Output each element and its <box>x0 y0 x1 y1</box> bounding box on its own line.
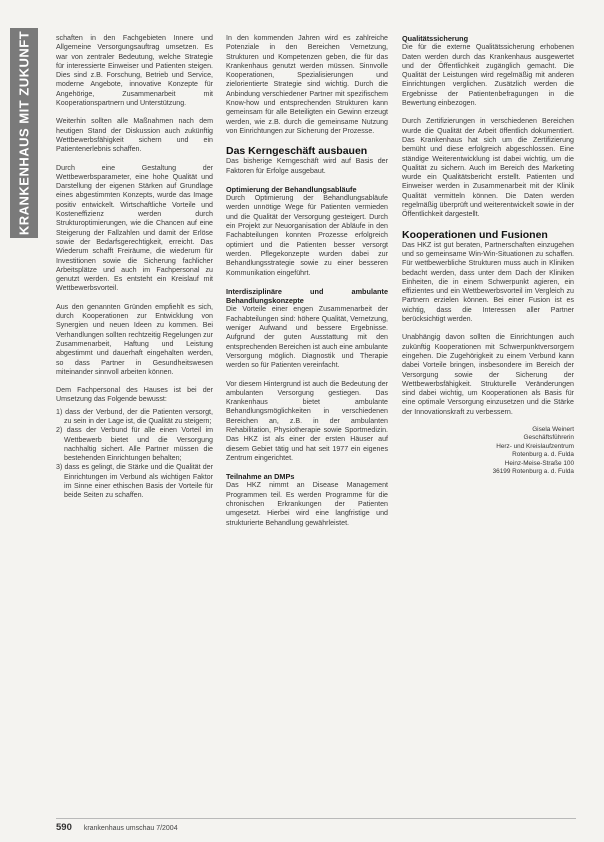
paragraph: Durch Zertifizierungen in verschiedenen Bereichen wurde die Qualität der Arbeit öffentlich dokumentiert. Das Krankenhaus hat sich um die Zertifizierung bemüht und diese erfolgreich abgeschlossen. Eine ständige Weiterentwicklung ist dabei wichtig, um die Qualität zu sichern. Auch im Bereich des Marketing wurde ein Qualitätsbericht erstellt. Patienten und Einweiser werden in Zusammenarbeit mit der Klinik Qualität vermitteln können. Die Daten werden regelmäßig überprüft und weiterentwickelt sowie in der Öffentlichkeit dargestellt. <box>402 117 574 219</box>
paragraph: Das bisherige Kerngeschäft wird auf Basis der Faktoren für Erfolge ausgebaut. <box>226 157 388 175</box>
section-heading: Kooperationen und Fusionen <box>402 228 548 241</box>
paragraph: Die für die externe Qualitätssicherung erhobenen Daten werden durch das Krankenhaus ausgewertet und der Öffentlichkeit zugänglich gemacht. Die Qualität der Leistungen wird regelmäßig mit anderen Einrichtungen verglichen. Zusätzlich werden die Ergebnisse der Patientenbefragungen in die Bewertung einbezogen. <box>402 43 574 108</box>
paragraph: In den kommenden Jahren wird es zahlreiche Potenziale in den Bereichen Vernetzung, Strukturen und Kompetenzen geben, die für das Krankenhaus genutzt werden müssen. Sinnvolle Kooperationen, Spezialisierungen und zielorientierte Strategie sind wichtig. Durch die Anbindung verschiedener Partner mit spezifischem Know-how und entsprechenden Strukturen kann gemeinsam für alle Beteiligten ein Gewinn erzeugt werden, wie z.B. durch die gemeinsame Nutzung von Einrichtungen zur Sicherung der Prozesse. <box>226 34 388 135</box>
page-number: 590 <box>56 822 72 833</box>
column-3 <box>402 34 574 476</box>
paragraph: Durch Optimierung der Behandlungsabläufe werden unnötige Wege für Patienten vermieden und die Qualität der Versorgung gesteigert. Durch ein Projekt zur Neuorganisation der Abläufe in den Fachabteilungen konnten Prozesse erfolgreich optimiert und die Patienten besser versorgt werden. Pflegekonzepte wurden dabei zur Behandlungsstrategie sowie zu einer besseren Kommunikation eingeführt. <box>226 194 388 277</box>
section-banner <box>10 28 38 238</box>
paragraph: Weiterhin sollten alle Maßnahmen nach dem heutigen Stand der Diskussion auch zukünftig Wettbewerbsfähigkeit sichern und ein Patientenerlebnis schaffen. <box>56 117 213 154</box>
paragraph: Das HKZ nimmt an Disease Management Programmen teil. Es werden Programme für die chronischen Erkrankungen der Patienten umgesetzt. Hierbei wird eine langfristige und strukturierte Behandlung gewährleistet. <box>226 481 388 527</box>
subheading: Optimierung der Behandlungsabläufe <box>226 184 357 194</box>
list-item: 3) dass es gelingt, die Stärke und die Qualität der Einrichtungen im Verbund als wichtigen Faktor im Sinne einer ethischen Basis der Vorteile für beide Seiten zu schaffen. <box>56 463 213 500</box>
section-heading: Das Kerngeschäft ausbauen <box>226 145 368 158</box>
paragraph: Das HKZ ist gut beraten, Partnerschaften einzugehen und so gemeinsame Win-Win-Situationen zu schaffen. Für wettbewerbliche Strukturen muss auch in Kliniken bedacht werden, dass unter dem Dach der Kliniken Einheiten, die in einem Schwerpunkt agieren, ein effizientes und ein Wettbewerbsvorteil im Vergleich zu Partnern erzielen können. Bei einer Fusion ist es wichtig, dass die Interessen aller Partner berücksichtigt werden. <box>402 240 574 324</box>
paragraph: Unabhängig davon sollten die Einrichtungen auch zukünftig Kooperationen mit Schwerpunktversorgern eingehen. Die Zugehörigkeit zu einem Verbund kann dabei Vorteile bringen, insbesondere im Bereich der Versorgung sowie der Sicherung der Wettbewerbsfähigkeit. Strukturelle Veränderungen sind dabei wichtig, um Kooperationen als Basis für eine optimale Versorgung einzusetzen und die Stärke der Innovationskraft zu verbessern. <box>402 333 574 416</box>
subheading: Qualitätssicherung <box>402 34 469 43</box>
paragraph: Die Vorteile einer engen Zusammenarbeit der Fachabteilungen sind: höhere Qualität, Vernetzung, weniger Aufwand und bessere Ergebnisse. Aufgrund der guten Ausstattung mit den entsprechenden Bereichen ist auch eine ambulante Versorgung möglich. Diagnostik und Therapie werden so für Patienten vereinfacht. <box>226 305 388 370</box>
page-footer <box>56 818 576 833</box>
paragraph: Dem Fachpersonal des Hauses ist bei der Umsetzung das Folgende bewusst: <box>56 386 213 404</box>
paragraph: Vor diesem Hintergrund ist auch die Bedeutung der ambulanten Versorgung gestiegen. Das Krankenhaus bietet ambulante Behandlungsmöglichkeiten in verschiedenen Bereichen an, z.B. in der ambulanten Rehabilitation, Physiotherapie sowie Sportmedizin. Das HKZ ist als einer der ersten Häuser auf diesem Gebiet tätig und hat seit 1977 ein eigenes Zentrum eingerichtet. <box>226 379 388 462</box>
list-item: 1) dass der Verbund, der die Patienten versorgt, zu sein in der Lage ist, die Qualität zu steigern; <box>56 407 213 425</box>
subheading: Teilnahme an DMPs <box>226 472 295 482</box>
subheading: Interdisziplinäre und ambulante Behandlungskonzepte <box>226 286 388 306</box>
paragraph: Durch eine Gestaltung der Wettbewerbsparameter, eine hohe Qualität und Darstellung der eigenen Stärken auf Grundlage eines abgestimmten Konzepts, wurde das Image positiv entwickelt. Wirtschaftliche Vorteile und Kosteneffizienz werden durch Strukturoptimierungen, wie die Chancen auf eine Steigerung der Fallzahlen und damit der Erlöse sowie der Bedarfsgerechtigkeit, erreicht. Das Wiederum schafft Freiräume, die wiederum für Investitionen sowie die Sicherung fachlicher Arbeitsplätze und auch im Fachpersonal zu genutzt werden. Es entsteht ein Kreislauf mit Wettbewerbsvorteil. <box>56 163 213 293</box>
column-2 <box>226 34 388 537</box>
paragraph: Aus den genannten Gründen empfiehlt es sich, durch Kooperationen zur Entwicklung von Synergien und neuen Ideen zu kommen. Bei Verhandlungen sollten rechtzeitig Regelungen zur Zusammenarbeit, Haftung und Leistung abgestimmt und dauerhaft eingehalten werden, so dass Partner in Gesundheitswesen miteinander sinnvoll arbeiten können. <box>56 302 213 376</box>
author-address: Gisela Weinert Geschäftsführerin Herz- und Kreislaufzentrum Rotenburg a. d. Fulda Heinz-Meise-Straße 100 36199 Rotenburg a. d. Fulda <box>492 425 574 476</box>
section-banner-label: KRANKENHAUS MIT ZUKUNFT <box>16 30 32 236</box>
column-1 <box>56 34 213 510</box>
paragraph: schaften in den Fachgebieten Innere und Allgemeine Versorgungsauftrag umsetzen. Es war von zentraler Bedeutung, welche Strategie für interessierte Einweiser und Patienten steigen. Dies sind z.B. Forschung, Betrieb und Service, moderne Angebote, innovative Konzepte für Angehörige, Zusammenarbeit mit Kooperationspartnern und Unterstützung. <box>56 34 213 108</box>
publication-name: krankenhaus umschau 7/2004 <box>83 825 178 832</box>
list-item: 2) dass der Verbund für alle einen Vorteil im Wettbewerb bietet und die Versorgung nachhaltig sichert. Alle Partner müssen die bestehenden Einrichtungen behalten; <box>56 426 213 463</box>
numbered-list <box>56 408 213 501</box>
